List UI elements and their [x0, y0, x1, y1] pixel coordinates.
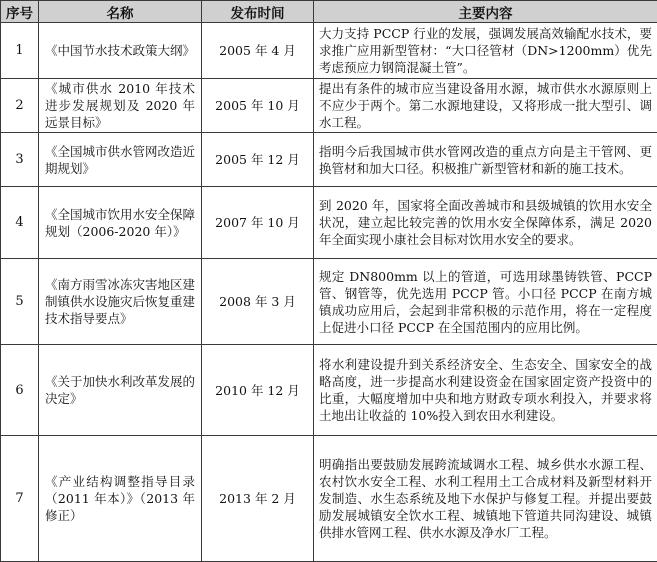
table-row: [1, 187, 657, 259]
table-row: [1, 79, 657, 133]
row-seq: 3: [1, 133, 39, 187]
row-content: 提出有条件的城市应当建设备用水源，城市供水水源原则上不应少于两个。第二水源地建设，又将形成一批大型引、调水工程。: [314, 79, 657, 133]
row-content: 将水利建设提升到关系经济安全、生态安全、国家安全的战略高度，进一步提高水利建设资金在国家固定资产投资中的比重，大幅度增加中央和地方财政专项水利投入，并要求将土地出让收益的 10%投入到农田水利建设。: [314, 345, 657, 436]
row-name: 《中国节水技术政策大纲》: [39, 23, 202, 79]
row-date: 2005 年 10 月: [202, 79, 314, 133]
row-date: 2005 年 12 月: [202, 133, 314, 187]
row-seq: 5: [1, 259, 39, 345]
row-name: 《关于加快水利改革发展的决定》: [39, 345, 202, 436]
table-row: [1, 133, 657, 187]
header-date: 发布时间: [202, 1, 314, 23]
table-row: [1, 436, 657, 562]
row-name: 《全国城市饮用水安全保障规划（2006-2020 年）》: [39, 187, 202, 259]
row-name: 《南方雨雪冰冻灾害地区建制镇供水设施灾后恢复重建技术指导要点》: [39, 259, 202, 345]
table-header-row: [1, 1, 657, 23]
row-date: 2008 年 3 月: [202, 259, 314, 345]
row-seq: 7: [1, 436, 39, 562]
table-row: [1, 23, 657, 79]
row-seq: 4: [1, 187, 39, 259]
table-row: [1, 345, 657, 436]
row-seq: 6: [1, 345, 39, 436]
row-date: 2010 年 12 月: [202, 345, 314, 436]
row-seq: 2: [1, 79, 39, 133]
row-content: 大力支持 PCCP 行业的发展，强调发展高效输配水技术，要求推广应用新型管材：“大口径管材（DN>1200mm）优先考虑预应力钢筒混凝土管”。: [314, 23, 657, 79]
row-date: 2013 年 2 月: [202, 436, 314, 562]
row-content: 明确指出要鼓励发展跨流域调水工程、城乡供水水源工程、农村饮水安全工程、水利工程用土工合成材料及新型材料开发制造、水生态系统及地下水保护与修复工程。并提出要鼓励发展城镇安全饮水工程、城镇地下管道共同沟建设、城镇供排水管网工程、供水水源及净水厂工程。: [314, 436, 657, 562]
header-seq: 序号: [1, 1, 39, 23]
row-date: 2007 年 10 月: [202, 187, 314, 259]
row-name: 《城市供水 2010 年技术进步发展规划及 2020 年远景目标》: [39, 79, 202, 133]
row-content: 到 2020 年，国家将全面改善城市和县级城镇的饮用水安全状况，建立起比较完善的饮用水安全保障体系，满足 2020 年全面实现小康社会目标对饮用水安全的要求。: [314, 187, 657, 259]
header-name: 名称: [39, 1, 202, 23]
row-name: 《产业结构调整指导目录（2011 年本）》（2013 年修正）: [39, 436, 202, 562]
row-seq: 1: [1, 23, 39, 79]
row-content: 指明今后我国城市供水管网改造的重点方向是主干管网、更换管材和加大口径。积极推广新型管材和新的施工技术。: [314, 133, 657, 187]
row-name: 《全国城市供水管网改造近期规划》: [39, 133, 202, 187]
table-row: [1, 259, 657, 345]
header-content: 主要内容: [314, 1, 657, 23]
row-date: 2005 年 4 月: [202, 23, 314, 79]
row-content: 规定 DN800mm 以上的管道，可选用球墨铸铁管、PCCP 管、钢管等，优先选用 PCCP 管。小口径 PCCP 在南方城镇成功应用后，会起到非常积极的示范作用，将在一定程度上促进小口径 PCCP 在全国范围内的应用比例。: [314, 259, 657, 345]
